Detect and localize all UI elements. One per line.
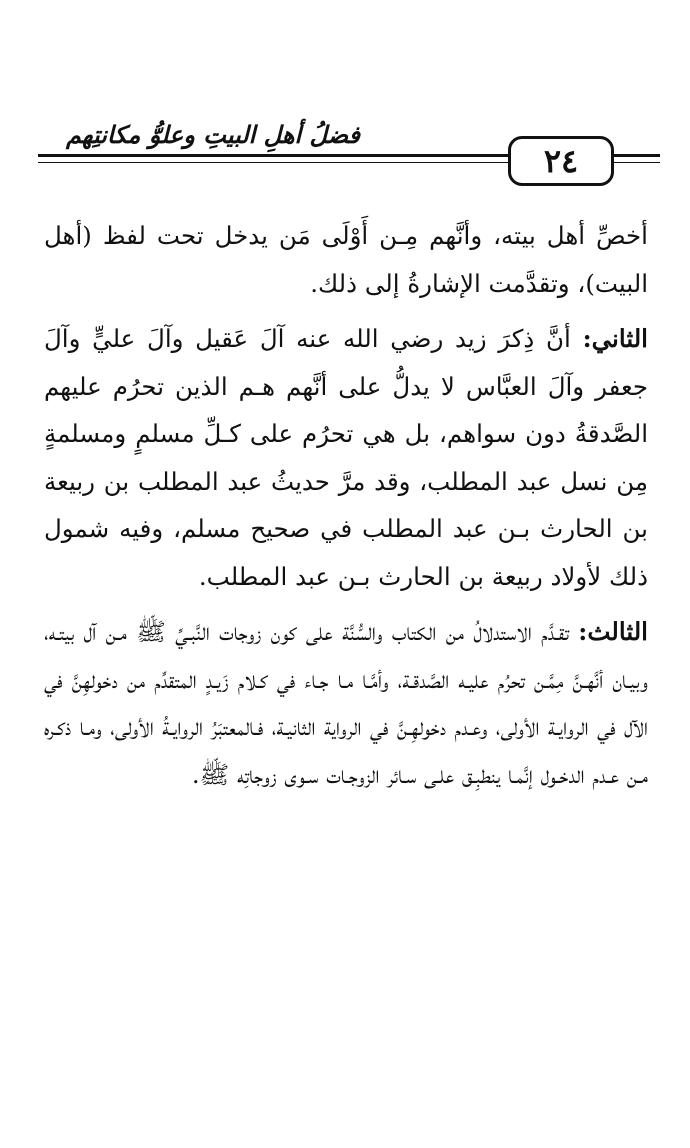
paragraph-3-lead: الثالث: [578, 617, 648, 646]
paragraph-1 [44, 212, 648, 307]
body-text [44, 212, 648, 798]
running-title: فضلُ أهلِ البيتِ وعلوُّ مكانتِهم [65, 120, 360, 149]
paragraph-3-text: تقـدَّم الاستدلالُ من الكتاب والسُّنَّة على كون زوجات النَّبـيِّ ﷺ مـن آل بيتـه، وبيـان أنَّهـنَّ مِمَّـن تحرُم عليـه الصَّدقـة، وأمَّـا مـا جـاء في كـلام زَيـدٍ المتقدِّم من دخولهِنَّ في الآل في الروايـة الأولى، وعـدم دخولهِـنَّ في الرواية الثانيـة، فـالمعتبَرُ الروايـةُ الأولى، ومـا ذكـره مـن عـدم الدخـول إنَّمـا ينطبِـق علـى سـائر الزوجـات سـوى زوجاتِه ﷺ. [44, 617, 649, 789]
page-header [38, 112, 660, 192]
paragraph-2-text: أنَّ ذِكرَ زيد رضي الله عنه آلَ عَقيل وآلَ عليٍّ وآلَ جعفر وآلَ العبَّاس لا يدلُّ على أنَّهم هـم الذين تحرُم عليهم الصَّدقةُ دون سواهم، بل هي تحرُم على كـلِّ مسلمٍ ومسلمةٍ مِن نسل عبد المطلب، وقد مرَّ حديثُ عبد المطلب بن ربيعة بن الحارث بـن عبد المطلب في صحيح مسلم، وفيه شمول ذلك لأولاد ربيعة بن الحارث بـن عبد المطلب. [44, 324, 649, 591]
paragraph-1-text: أخصِّ أهل بيته، وأنَّهم مِـن أَوْلَى مَن يدخل تحت لفظ (أهل البيت)، وتقدَّمت الإشارةُ إلى ذلك. [44, 221, 648, 298]
paragraph-3 [44, 608, 648, 798]
page-number: ٢٤ [508, 136, 614, 186]
paragraph-2-lead: الثاني: [582, 324, 648, 353]
paragraph-2 [44, 315, 648, 600]
